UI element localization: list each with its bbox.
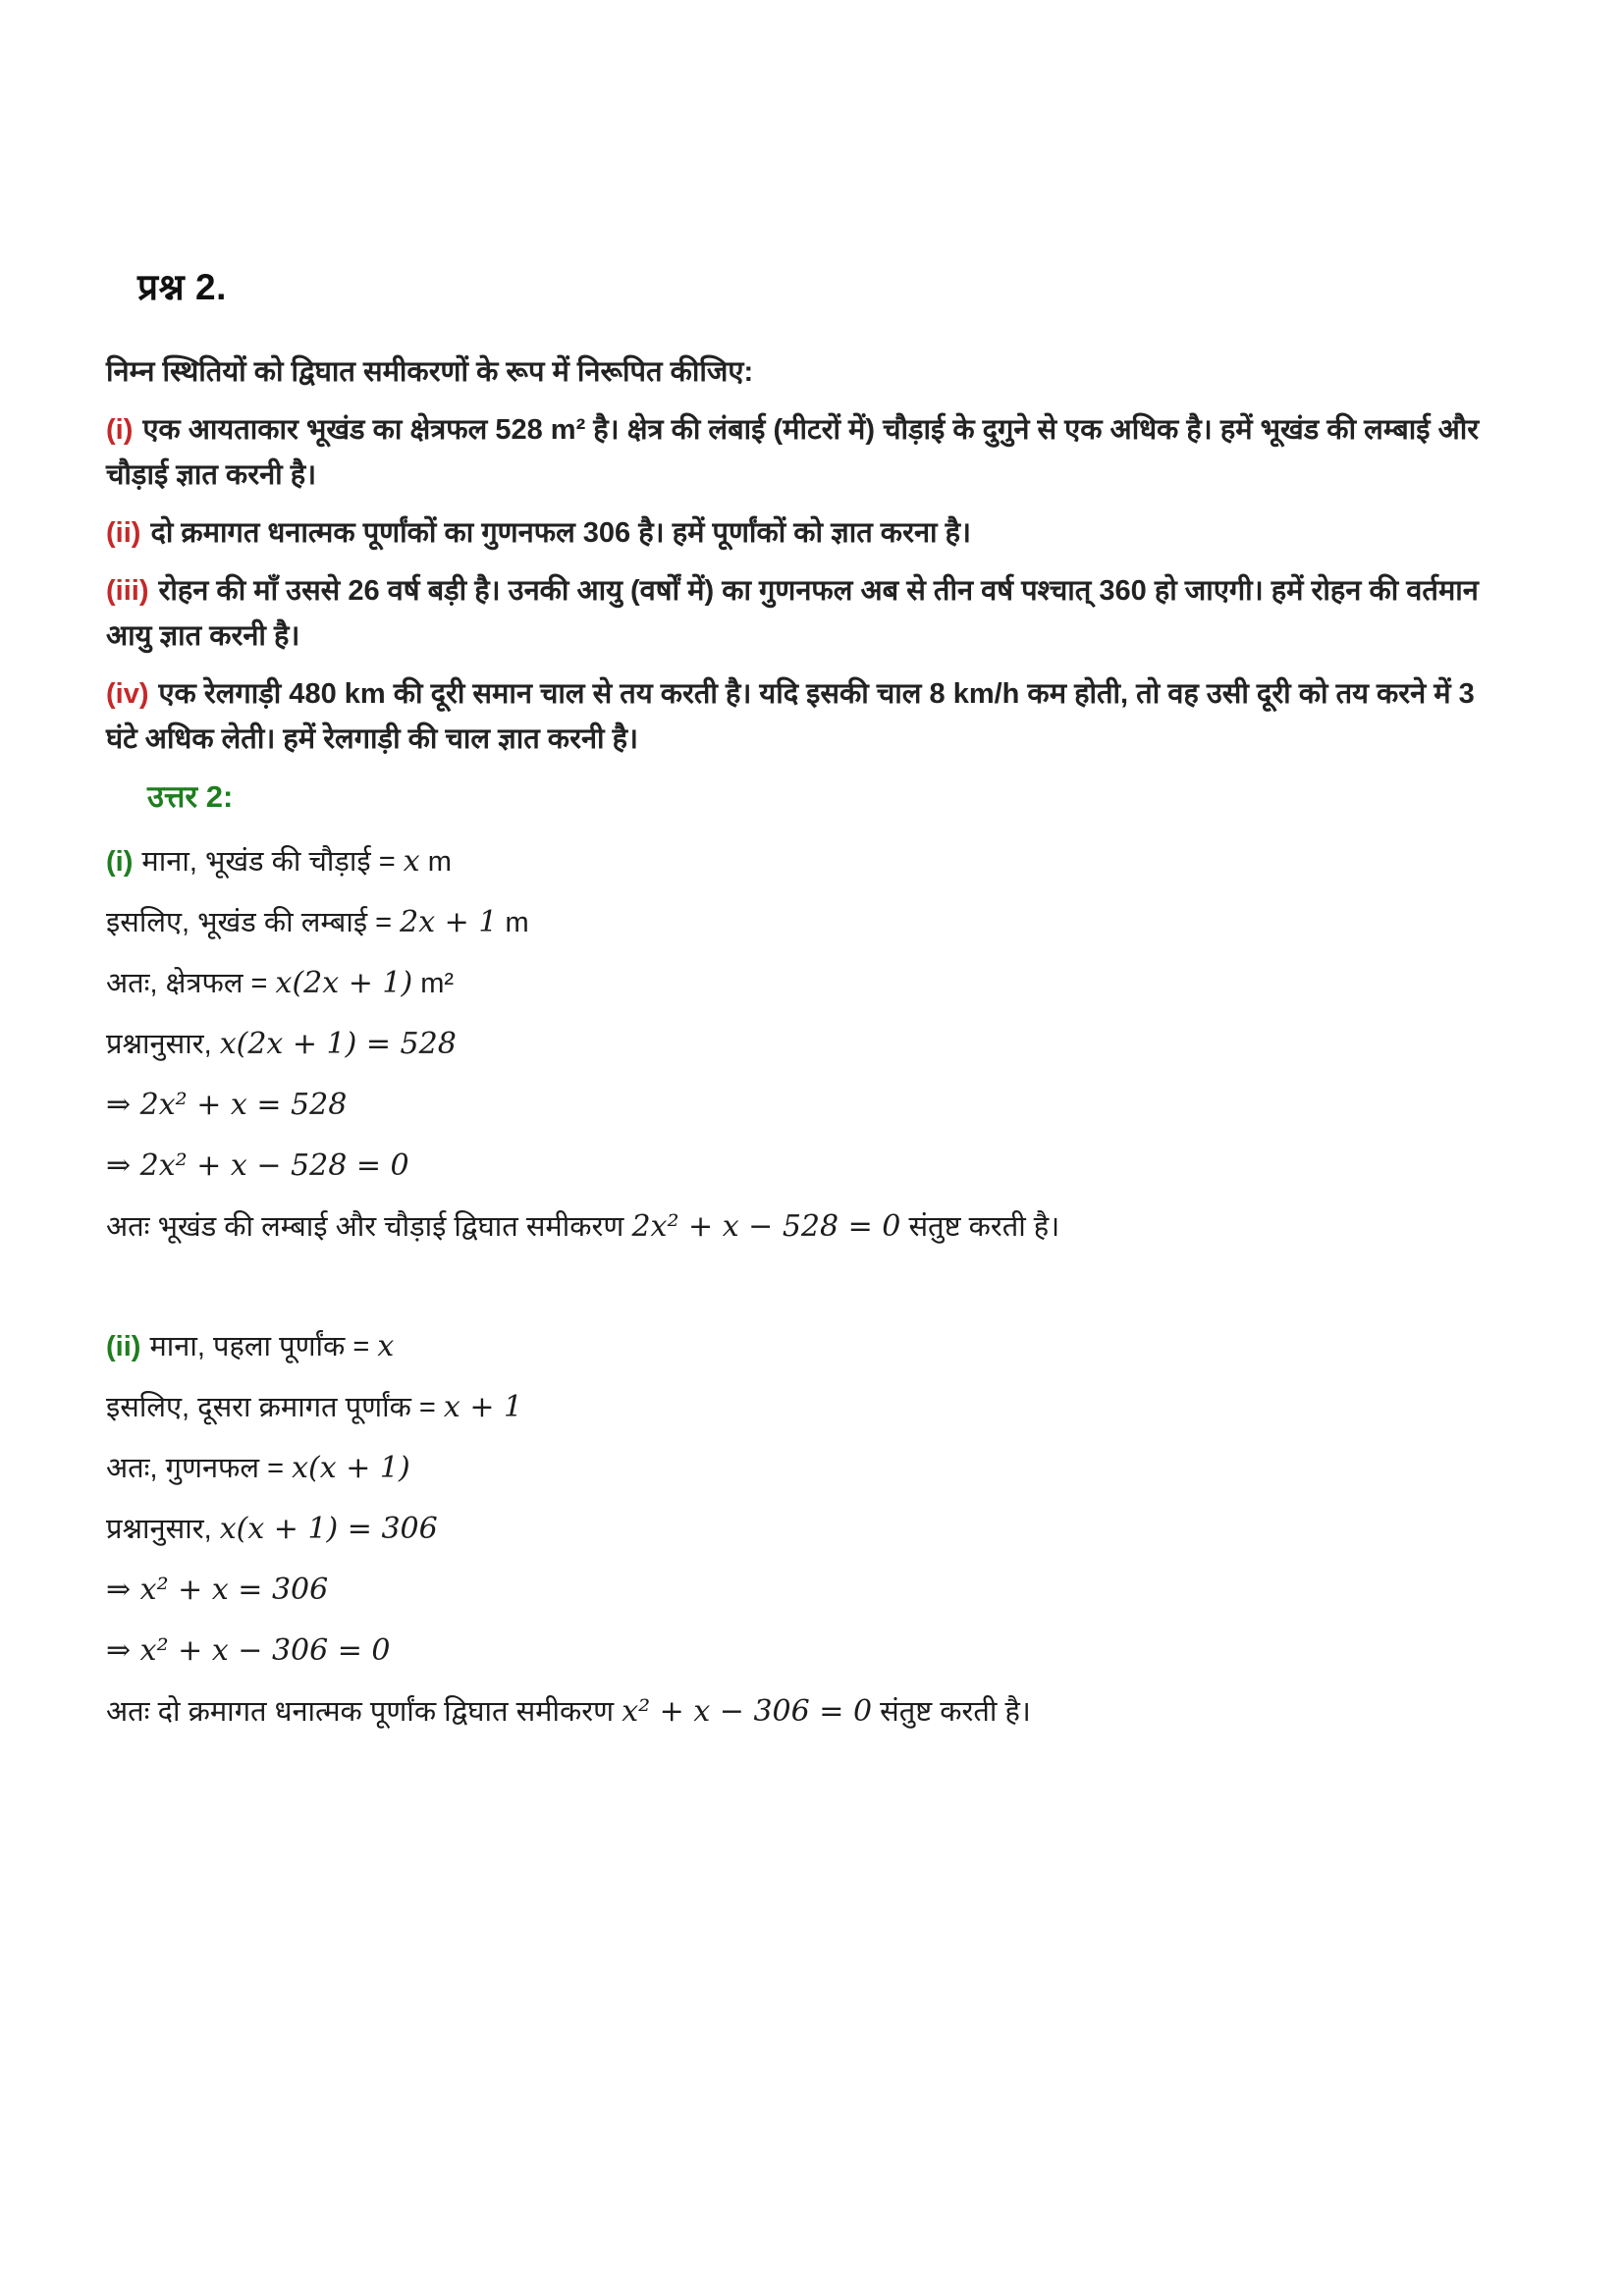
answer-line	[106, 964, 1510, 1003]
answer-section-marker: (i)	[106, 846, 134, 878]
question-item-text: एक आयताकार भूखंड का क्षेत्रफल 528 m² है। क्षेत्र की लंबाई (मीटरों में) चौड़ाई के दुगुने से एक अधिक है। हमें भूखंड की लम्बाई और चौड़ाई ज्ञात करनी है।	[106, 414, 1480, 491]
question-item-marker: (i)	[106, 414, 134, 446]
answer-conclusion	[106, 1207, 1510, 1247]
answer-line-math: x² + x − 306 = 0	[622, 1694, 873, 1729]
answer-line	[106, 1327, 1510, 1366]
answer-conclusion	[106, 1692, 1510, 1732]
answer-section-i	[106, 842, 1510, 1247]
answer-line-math: x	[377, 1329, 395, 1363]
question-item-marker: (ii)	[106, 517, 141, 549]
answer-line-math: x(x + 1) = 306	[219, 1512, 438, 1546]
question-item-marker: (iv)	[106, 678, 149, 710]
question-title: प्रश्न 2.	[137, 267, 227, 307]
question-item-text: दो क्रमागत धनात्मक पूर्णांकों का गुणनफल 306 है। हमें पूर्णांकों को ज्ञात करना है।	[150, 517, 971, 549]
answer-line-text: अतः भूखंड की लम्बाई और चौड़ाई द्विघात समीकरण	[106, 1211, 632, 1243]
answer-line-math: 2x + 1	[400, 905, 498, 939]
answer-line-unit: m	[419, 846, 452, 878]
answer-line-unit: m	[497, 907, 529, 938]
answer-line	[106, 842, 1510, 881]
question-item-iii	[106, 568, 1510, 659]
answer-line-math: ⇒ 2x² + x − 528 = 0	[106, 1148, 409, 1183]
answer-line-math: x(2x + 1) = 528	[219, 1027, 457, 1061]
answer-line-text: प्रश्नानुसार,	[106, 1514, 220, 1545]
question-item-text: रोहन की माँ उससे 26 वर्ष बड़ी है। उनकी आयु (वर्षों में) का गुणनफल अब से तीन वर्ष पश्चात् 360 हो जाएगी। हमें रोहन की वर्तमान आयु ज्ञात करनी है।	[106, 575, 1479, 652]
answer-line	[106, 1388, 1510, 1427]
answer-line-text: इसलिए, दूसरा क्रमागत पूर्णांक =	[106, 1392, 444, 1423]
answer-line	[106, 1025, 1510, 1064]
question-item-i	[106, 407, 1510, 498]
answer-line-equation	[106, 1571, 1510, 1610]
answer-line-equation	[106, 1631, 1510, 1671]
answer-line-unit: m²	[412, 968, 455, 999]
answer-line-text: प्रश्नानुसार,	[106, 1029, 220, 1060]
answer-line	[106, 903, 1510, 942]
answer-line-text: अतः दो क्रमागत धनात्मक पूर्णांक द्विघात समीकरण	[106, 1696, 622, 1728]
answer-line-math: ⇒ x² + x − 306 = 0	[106, 1633, 391, 1668]
answer-line-text: संतुष्ट करती है।	[900, 1211, 1060, 1243]
question-item-ii	[106, 510, 1510, 556]
question-item-iv	[106, 671, 1510, 762]
answer-line	[106, 1510, 1510, 1549]
answer-line	[106, 1449, 1510, 1488]
answer-line-math: x	[403, 844, 420, 879]
answer-line-equation	[106, 1086, 1510, 1125]
answer-section-marker: (ii)	[106, 1331, 141, 1362]
answer-line-equation	[106, 1147, 1510, 1186]
answer-line-math: ⇒ x² + x = 306	[106, 1573, 329, 1607]
answer-line-text: माना, पहला पूर्णांक =	[149, 1331, 378, 1362]
answer-line-text: माना, भूखंड की चौड़ाई =	[141, 846, 404, 878]
answer-section-ii	[106, 1327, 1510, 1732]
answer-line-math: x(x + 1)	[292, 1451, 410, 1485]
answer-line-math: x(2x + 1)	[275, 966, 413, 1000]
answer-line-math: x + 1	[443, 1390, 523, 1424]
answer-line-math: 2x² + x − 528 = 0	[631, 1209, 901, 1244]
answer-heading: उत्तर 2:	[147, 779, 234, 814]
answer-line-math: ⇒ 2x² + x = 528	[106, 1088, 348, 1122]
answer-line-text: अतः, गुणनफल =	[106, 1453, 293, 1484]
question-intro: निम्न स्थितियों को द्विघात समीकरणों के रूप में निरूपित कीजिए:	[106, 356, 754, 388]
answer-line-text: अतः, क्षेत्रफल =	[106, 968, 276, 999]
question-item-marker: (iii)	[106, 575, 149, 607]
question-item-text: एक रेलगाड़ी 480 km की दूरी समान चाल से तय करती है। यदि इसकी चाल 8 km/h कम होती, तो वह उसी दूरी को तय करने में 3 घंटे अधिक लेती। हमें रेलगाड़ी की चाल ज्ञात करनी है।	[106, 678, 1475, 755]
answer-line-text: इसलिए, भूखंड की लम्बाई =	[106, 907, 401, 938]
answer-line-text: संतुष्ट करती है।	[872, 1696, 1031, 1728]
